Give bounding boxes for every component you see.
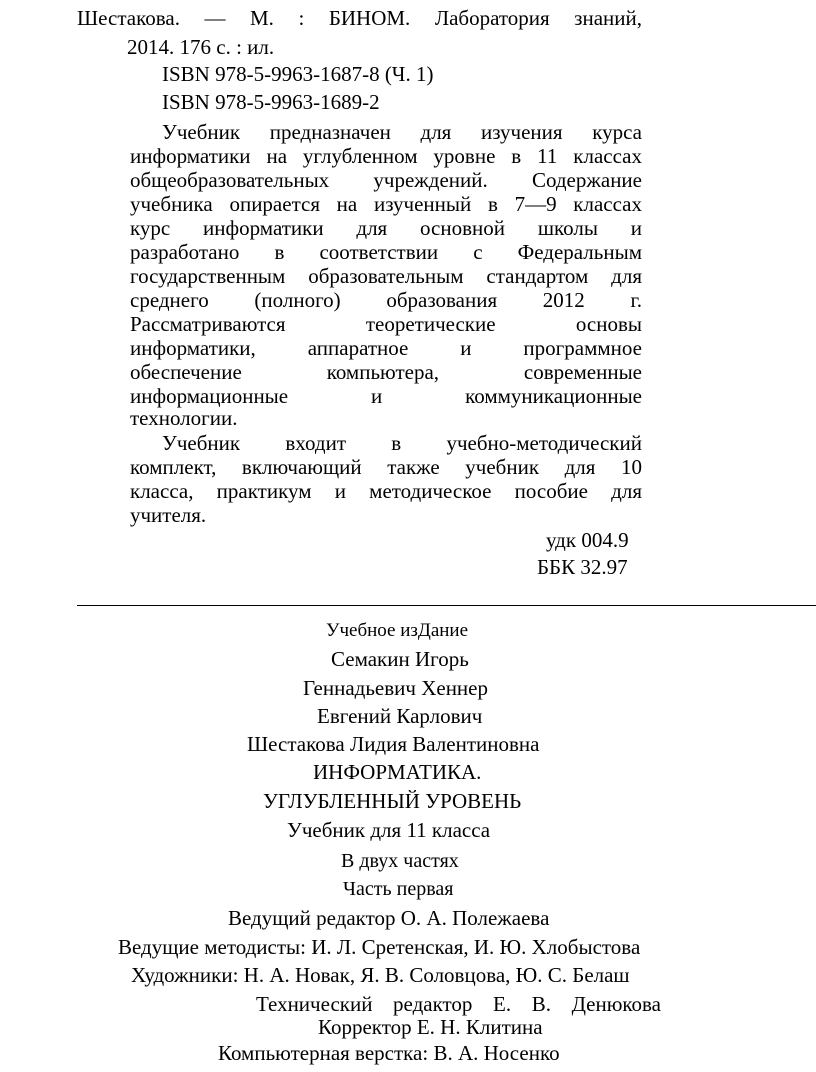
parts-note: В двух частях	[341, 850, 459, 872]
book-title-line-1: ИНФОРМАТИКА.	[313, 760, 482, 784]
author-line: Шестакова Лидия Валентиновна	[247, 732, 540, 756]
annotation-line: Учебник предназначен для изучения курса	[162, 120, 642, 144]
udk-code: удк 004.9	[546, 528, 629, 552]
book-subtitle: Учебник для 11 класса	[287, 818, 491, 842]
annotation-line: информатики на углубленном уровне в 11 классах	[130, 144, 642, 168]
annotation-line: комплект, включающий также учебник для 10	[130, 455, 642, 479]
annotation-line: класса, практикум и методическое пособие для	[130, 479, 642, 503]
annotation-line: учителя.	[130, 503, 207, 527]
annotation-line: информатики, аппаратное и программное	[130, 336, 642, 360]
annotation-line: курс информатики для основной школы и	[130, 216, 642, 240]
lead-methodists: Ведущие методисты: И. Л. Сретенская, И. Ю. Хлобыстова	[118, 935, 641, 959]
author-line: Евгений Карлович	[317, 704, 483, 728]
technical-editor: Технический редактор Е. В. Денюкова	[256, 992, 661, 1016]
separator-rule	[77, 605, 816, 606]
bbk-code: ББК 32.97	[537, 555, 628, 579]
layout-designer: Компьютерная верстка: В. А. Носенко	[218, 1041, 560, 1065]
annotation-line: Рассматриваются теоретические основы	[130, 312, 642, 336]
annotation-line: Учебник входит в учебно-методический	[162, 431, 642, 455]
annotation-line: разработано в соответствии с Федеральным	[130, 240, 642, 264]
edition-label: Учебное изДание	[326, 620, 469, 641]
annotation-line: общеобразовательных учреждений. Содержание	[130, 168, 642, 192]
annotation-line: технологии.	[130, 406, 238, 430]
author-line: Семакин Игорь	[331, 647, 469, 671]
annotation-line: учебника опирается на изученный в 7—9 классах	[130, 192, 642, 216]
book-title-line-2: УГЛУБЛЕННЫЙ УРОВЕНЬ	[263, 789, 522, 813]
corrector: Корректор Е. Н. Клитина	[318, 1015, 543, 1039]
isbn-part-1: ISBN 978-5-9963-1687-8 (Ч. 1)	[162, 62, 434, 86]
isbn-set: ISBN 978-5-9963-1689-2	[162, 90, 380, 114]
artists: Художники: Н. А. Новак, Я. В. Соловцова, Ю. С. Белаш	[131, 963, 630, 987]
annotation-line: государственным образовательным стандартом для	[130, 264, 642, 288]
citation-line-1: Шестакова. — М. : БИНОМ. Лаборатория знаний,	[77, 6, 642, 30]
part-number: Часть первая	[343, 878, 454, 900]
lead-editor: Ведущий редактор О. А. Полежаева	[228, 906, 550, 930]
annotation-line: среднего (полного) образования 2012 г.	[130, 288, 642, 312]
annotation-line: информационные и коммуникационные	[130, 384, 642, 408]
annotation-line: обеспечение компьютера, современные	[130, 360, 642, 384]
citation-line-2: 2014. 176 с. : ил.	[127, 35, 275, 59]
author-line: Геннадьевич Хеннер	[303, 676, 488, 700]
